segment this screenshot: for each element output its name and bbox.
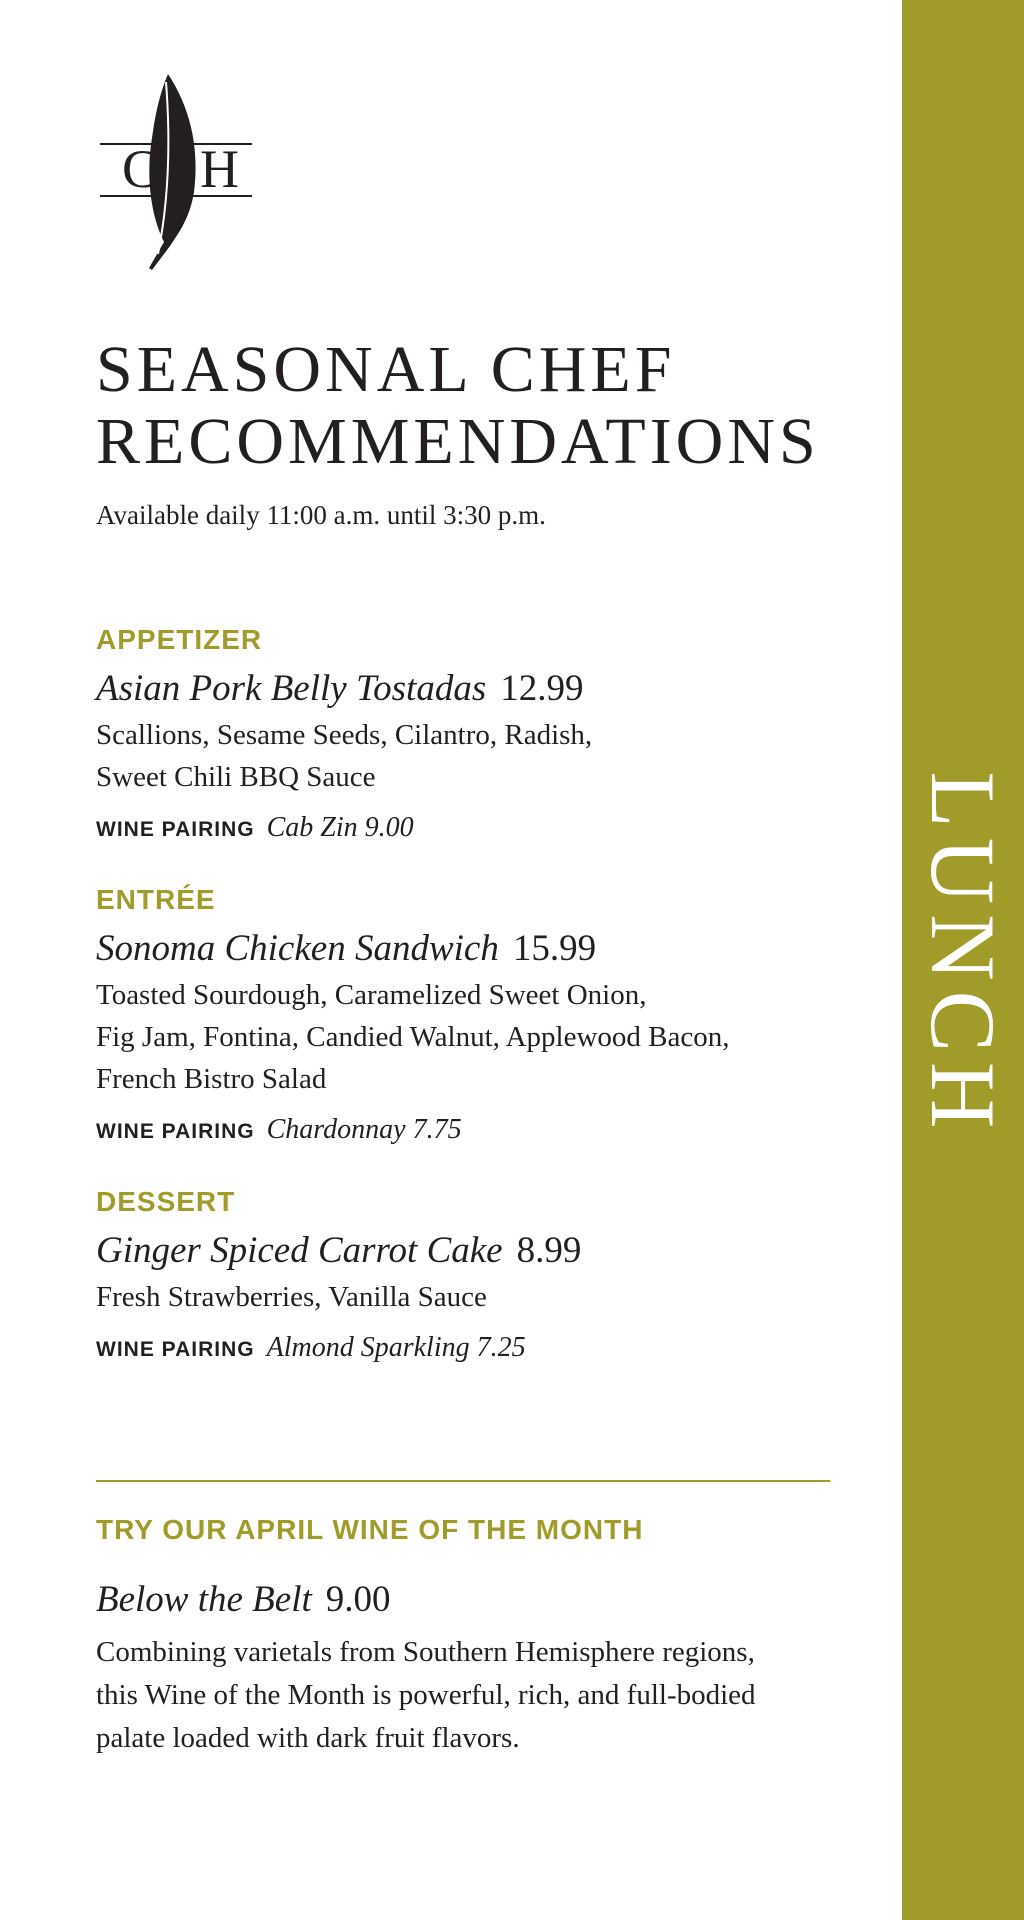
wine-of-month-line xyxy=(96,1577,391,1623)
availability-hours: Available daily 11:00 a.m. until 3:30 p.m. xyxy=(96,500,546,530)
menu-section-appetizer xyxy=(96,622,856,852)
dish-line xyxy=(96,926,856,972)
wine-description-line: this Wine of the Month is powerful, rich, and full-bodied xyxy=(96,1679,756,1711)
section-category: DESSERT xyxy=(96,1186,236,1217)
wine-pairing xyxy=(96,1110,856,1154)
section-divider xyxy=(96,1480,830,1482)
wine-description-line: palate loaded with dark fruit flavors. xyxy=(96,1722,520,1754)
dish-description-line: Fresh Strawberries, Vanilla Sauce xyxy=(96,1281,487,1313)
wine-of-month-price: 9.00 xyxy=(325,1579,391,1620)
page-title xyxy=(96,334,820,478)
dish-line xyxy=(96,666,856,712)
meal-period-label: LUNCH xyxy=(912,771,1014,1139)
wine-pairing xyxy=(96,1328,856,1372)
page-title-line-1: SEASONAL CHEF xyxy=(96,333,676,406)
wine-of-month-description xyxy=(96,1631,856,1760)
dish-description-line: Toasted Sourdough, Caramelized Sweet Onion, xyxy=(96,979,647,1011)
section-category: ENTRÉE xyxy=(96,884,216,915)
section-category: APPETIZER xyxy=(96,624,263,655)
wine-pairing-value: Chardonnay 7.75 xyxy=(266,1114,462,1145)
feather-icon xyxy=(96,74,256,274)
page-title-line-2: RECOMMENDATIONS xyxy=(96,405,820,478)
dish-price: 12.99 xyxy=(500,668,584,709)
wine-pairing-label: WINE PAIRING xyxy=(96,1120,255,1143)
dish-description xyxy=(96,1276,856,1318)
svg-text:C: C xyxy=(122,139,159,199)
dish-description-line: Fig Jam, Fontina, Candied Walnut, Applewood Bacon, xyxy=(96,1021,730,1053)
dish-description-line: Scallions, Sesame Seeds, Cilantro, Radish, xyxy=(96,719,593,751)
wine-of-month-name: Below the Belt xyxy=(96,1579,312,1620)
dish-line xyxy=(96,1228,856,1274)
dish-name: Ginger Spiced Carrot Cake xyxy=(96,1230,503,1271)
wine-pairing-label: WINE PAIRING xyxy=(96,1338,255,1361)
dish-description xyxy=(96,974,856,1100)
svg-text:H: H xyxy=(200,139,239,199)
menu-section-entree xyxy=(96,882,856,1154)
dish-price: 8.99 xyxy=(516,1230,582,1271)
dish-description xyxy=(96,714,856,798)
wine-pairing-label: WINE PAIRING xyxy=(96,818,255,841)
wine-pairing-value: Almond Sparkling 7.25 xyxy=(266,1332,526,1363)
dish-description-line: Sweet Chili BBQ Sauce xyxy=(96,761,376,793)
wine-pairing-value: Cab Zin 9.00 xyxy=(266,812,414,843)
dish-description-line: French Bistro Salad xyxy=(96,1063,327,1095)
wine-of-month-heading: TRY OUR APRIL WINE OF THE MONTH xyxy=(96,1514,644,1545)
menu-section-dessert xyxy=(96,1184,856,1372)
wine-description-line: Combining varietals from Southern Hemisphere regions, xyxy=(96,1636,755,1668)
dish-price: 15.99 xyxy=(512,928,597,969)
wine-pairing xyxy=(96,808,856,852)
dish-name: Asian Pork Belly Tostadas xyxy=(96,668,487,709)
dish-name: Sonoma Chicken Sandwich xyxy=(96,928,499,969)
